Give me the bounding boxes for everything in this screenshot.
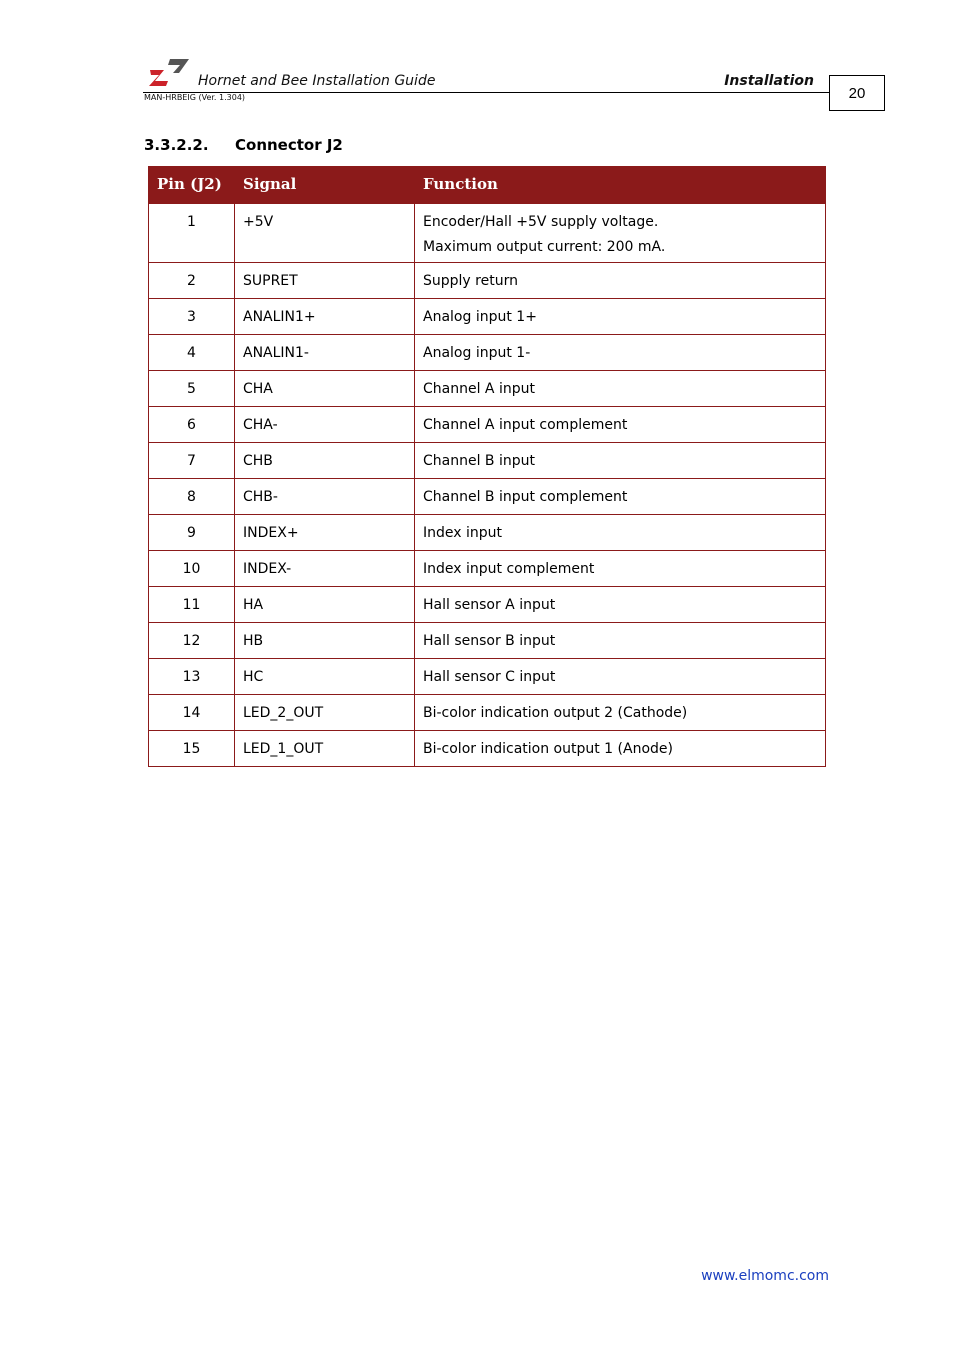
function-cell (415, 623, 826, 659)
pin-number-cell: 1 (149, 203, 235, 263)
section-number: 3.3.2.2. (144, 136, 209, 154)
function-text: Analog input 1+ (423, 309, 537, 325)
page-number: 20 (829, 75, 885, 111)
table-row (149, 407, 826, 443)
elmo-logo (148, 57, 190, 87)
function-cell (415, 515, 826, 551)
function-text: Analog input 1- (423, 345, 531, 361)
pin-number-cell: 4 (149, 335, 235, 371)
pin-number-cell: 12 (149, 623, 235, 659)
function-cell (415, 443, 826, 479)
pin-number-cell: 2 (149, 263, 235, 299)
table-row (149, 623, 826, 659)
signal-cell: CHB (235, 443, 415, 479)
function-cell (415, 407, 826, 443)
column-header-pin: Pin (J2) (149, 167, 235, 203)
column-header-function: Function (415, 167, 826, 203)
function-text: Channel B input complement (423, 489, 628, 505)
section-heading (144, 136, 343, 154)
pin-number-cell: 3 (149, 299, 235, 335)
signal-cell: LED_1_OUT (235, 731, 415, 767)
pin-number-cell: 9 (149, 515, 235, 551)
function-text: Channel A input (423, 381, 535, 397)
pin-number-cell: 13 (149, 659, 235, 695)
pin-number-cell: 11 (149, 587, 235, 623)
pin-number-cell: 14 (149, 695, 235, 731)
table-row (149, 695, 826, 731)
signal-cell: +5V (235, 203, 415, 263)
table-row (149, 299, 826, 335)
signal-cell: CHB- (235, 479, 415, 515)
function-text: Supply return (423, 273, 518, 289)
signal-cell: INDEX- (235, 551, 415, 587)
table-row (149, 203, 826, 263)
signal-cell: CHA (235, 371, 415, 407)
function-text: Index input (423, 525, 503, 541)
connector-j2-pin-table (148, 166, 826, 767)
table-row (149, 659, 826, 695)
signal-cell: ANALIN1+ (235, 299, 415, 335)
function-cell (415, 203, 826, 263)
function-text: Hall sensor A input (423, 597, 556, 613)
signal-cell: INDEX+ (235, 515, 415, 551)
table-row (149, 515, 826, 551)
function-cell (415, 551, 826, 587)
function-cell (415, 479, 826, 515)
pin-number-cell: 10 (149, 551, 235, 587)
function-cell (415, 335, 826, 371)
table-row (149, 371, 826, 407)
table-row (149, 731, 826, 767)
footer-website-link[interactable]: www.elmomc.com (701, 1268, 829, 1284)
function-cell (415, 299, 826, 335)
function-text: Bi-color indication output 2 (Cathode) (423, 705, 688, 721)
function-text: Hall sensor B input (423, 633, 556, 649)
section-title: Connector J2 (235, 136, 343, 154)
function-text: Channel B input (423, 453, 535, 469)
table-row (149, 263, 826, 299)
function-text: Channel A input complement (423, 417, 628, 433)
table-row (149, 335, 826, 371)
pin-number-cell: 5 (149, 371, 235, 407)
header-divider (143, 92, 829, 93)
signal-cell: ANALIN1- (235, 335, 415, 371)
function-cell (415, 731, 826, 767)
function-cell (415, 263, 826, 299)
signal-cell: SUPRET (235, 263, 415, 299)
document-title: Hornet and Bee Installation Guide (198, 73, 436, 89)
signal-cell: CHA- (235, 407, 415, 443)
function-text-line2: Maximum output current: 200 mA. (423, 238, 666, 255)
table-row (149, 443, 826, 479)
table-row (149, 479, 826, 515)
pin-number-cell: 15 (149, 731, 235, 767)
table-row (149, 551, 826, 587)
document-version: MAN-HRBEIG (Ver. 1.304) (144, 93, 246, 102)
function-text: Encoder/Hall +5V supply voltage. (423, 213, 659, 230)
pin-number-cell: 7 (149, 443, 235, 479)
table-row (149, 587, 826, 623)
signal-cell: HA (235, 587, 415, 623)
signal-cell: HB (235, 623, 415, 659)
pin-number-cell: 8 (149, 479, 235, 515)
signal-cell: HC (235, 659, 415, 695)
function-cell (415, 659, 826, 695)
pin-number-cell: 6 (149, 407, 235, 443)
table-header-row (149, 167, 826, 203)
function-cell (415, 587, 826, 623)
function-text: Hall sensor C input (423, 669, 556, 685)
function-text: Index input complement (423, 561, 595, 577)
chapter-name: Installation (724, 73, 814, 89)
function-cell (415, 371, 826, 407)
column-header-signal: Signal (235, 167, 415, 203)
function-text: Bi-color indication output 1 (Anode) (423, 741, 673, 757)
function-cell (415, 695, 826, 731)
signal-cell: LED_2_OUT (235, 695, 415, 731)
